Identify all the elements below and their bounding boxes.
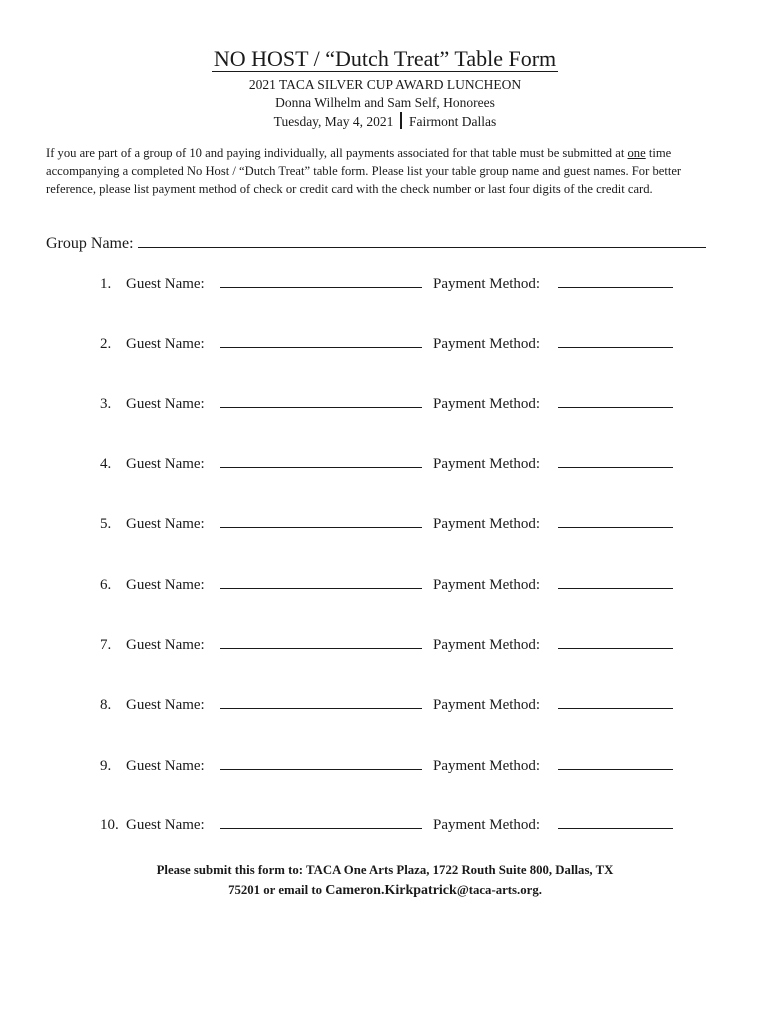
submission-line-1: Please submit this form to: TACA One Arts Plaza, 1722 Routh Suite 800, Dallas, TX — [156, 863, 614, 877]
guest-name-label: Guest Name: — [126, 516, 205, 532]
guest-name-field[interactable] — [220, 828, 422, 829]
guest-name-field[interactable] — [220, 527, 422, 528]
guest-name-label: Guest Name: — [126, 396, 205, 412]
instructions-part2: time accompanying a completed No Host / “Dutch Treat” table form. Please list your table group name and guest names. For better reference, please list payment method of check or credit card with the check number or last four digits of the credit card. — [46, 146, 682, 196]
payment-method-label: Payment Method: — [433, 276, 541, 292]
email-domain: @taca-arts.org. — [456, 883, 542, 897]
payment-method-field[interactable] — [558, 407, 673, 408]
guest-name-field[interactable] — [220, 467, 422, 468]
guest-number: 8. — [100, 697, 112, 713]
guest-name-label: Guest Name: — [126, 456, 205, 472]
submission-line-2 — [0, 880, 770, 901]
guest-row — [100, 755, 690, 777]
guest-number: 4. — [100, 456, 112, 472]
guest-number: 9. — [100, 758, 112, 774]
guest-number: 1. — [100, 276, 112, 292]
payment-method-field[interactable] — [558, 708, 673, 709]
guest-number: 7. — [100, 637, 112, 653]
payment-method-label: Payment Method: — [433, 336, 541, 352]
payment-method-label: Payment Method: — [433, 697, 541, 713]
guest-name-label: Guest Name: — [126, 697, 205, 713]
payment-method-field[interactable] — [558, 467, 673, 468]
guest-row — [100, 634, 690, 656]
email-name: Cameron.Kirkpatrick — [325, 883, 457, 898]
guest-row — [100, 453, 690, 475]
guest-name-label: Guest Name: — [126, 637, 205, 653]
event-name: 2021 TACA SILVER CUP AWARD LUNCHEON — [248, 77, 522, 92]
guest-row — [100, 814, 690, 836]
payment-method-label: Payment Method: — [433, 396, 541, 412]
page-title — [0, 44, 770, 74]
separator-bar — [400, 112, 402, 129]
payment-method-label: Payment Method: — [433, 516, 541, 532]
guest-row — [100, 513, 690, 535]
event-date: Tuesday, May 4, 2021 — [273, 114, 394, 129]
guest-name-label: Guest Name: — [126, 276, 205, 292]
guest-row — [100, 333, 690, 355]
guest-number: 10. — [100, 817, 119, 833]
group-name-field[interactable] — [138, 233, 706, 248]
payment-method-label: Payment Method: — [433, 758, 541, 774]
guest-name-field[interactable] — [220, 769, 422, 770]
instructions-part1: If you are part of a group of 10 and paying individually, all payments associated for that table must be submitted at — [46, 146, 628, 160]
guest-row — [100, 574, 690, 596]
group-name-row — [46, 233, 726, 255]
payment-method-label: Payment Method: — [433, 817, 541, 833]
guest-name-label: Guest Name: — [126, 817, 205, 833]
event-venue: Fairmont Dallas — [408, 114, 497, 129]
instructions-underlined-word: one — [627, 146, 646, 160]
guest-number: 3. — [100, 396, 112, 412]
payment-method-label: Payment Method: — [433, 577, 541, 593]
guest-row — [100, 694, 690, 716]
guest-number: 5. — [100, 516, 112, 532]
payment-method-field[interactable] — [558, 588, 673, 589]
guest-name-field[interactable] — [220, 648, 422, 649]
guest-name-field[interactable] — [220, 588, 422, 589]
payment-method-label: Payment Method: — [433, 456, 541, 472]
group-name-label: Group Name: — [46, 235, 134, 252]
instructions-paragraph — [46, 145, 732, 198]
honorees: Donna Wilhelm and Sam Self, Honorees — [275, 95, 495, 110]
guest-name-field[interactable] — [220, 287, 422, 288]
guest-name-label: Guest Name: — [126, 336, 205, 352]
guest-name-field[interactable] — [220, 708, 422, 709]
submission-address-end: 75201 or email to — [228, 883, 326, 897]
payment-method-label: Payment Method: — [433, 637, 541, 653]
guest-name-label: Guest Name: — [126, 758, 205, 774]
payment-method-field[interactable] — [558, 287, 673, 288]
payment-method-field[interactable] — [558, 347, 673, 348]
page-title-text: NO HOST / “Dutch Treat” Table Form — [213, 46, 557, 71]
submission-instructions — [0, 860, 770, 901]
event-date-venue — [0, 112, 770, 131]
guest-name-field[interactable] — [220, 407, 422, 408]
guest-number: 2. — [100, 336, 112, 352]
payment-method-field[interactable] — [558, 648, 673, 649]
guest-row — [100, 273, 690, 295]
payment-method-field[interactable] — [558, 527, 673, 528]
payment-method-field[interactable] — [558, 769, 673, 770]
guest-name-field[interactable] — [220, 347, 422, 348]
guest-number: 6. — [100, 577, 112, 593]
guest-row — [100, 393, 690, 415]
payment-method-field[interactable] — [558, 828, 673, 829]
guest-name-label: Guest Name: — [126, 577, 205, 593]
